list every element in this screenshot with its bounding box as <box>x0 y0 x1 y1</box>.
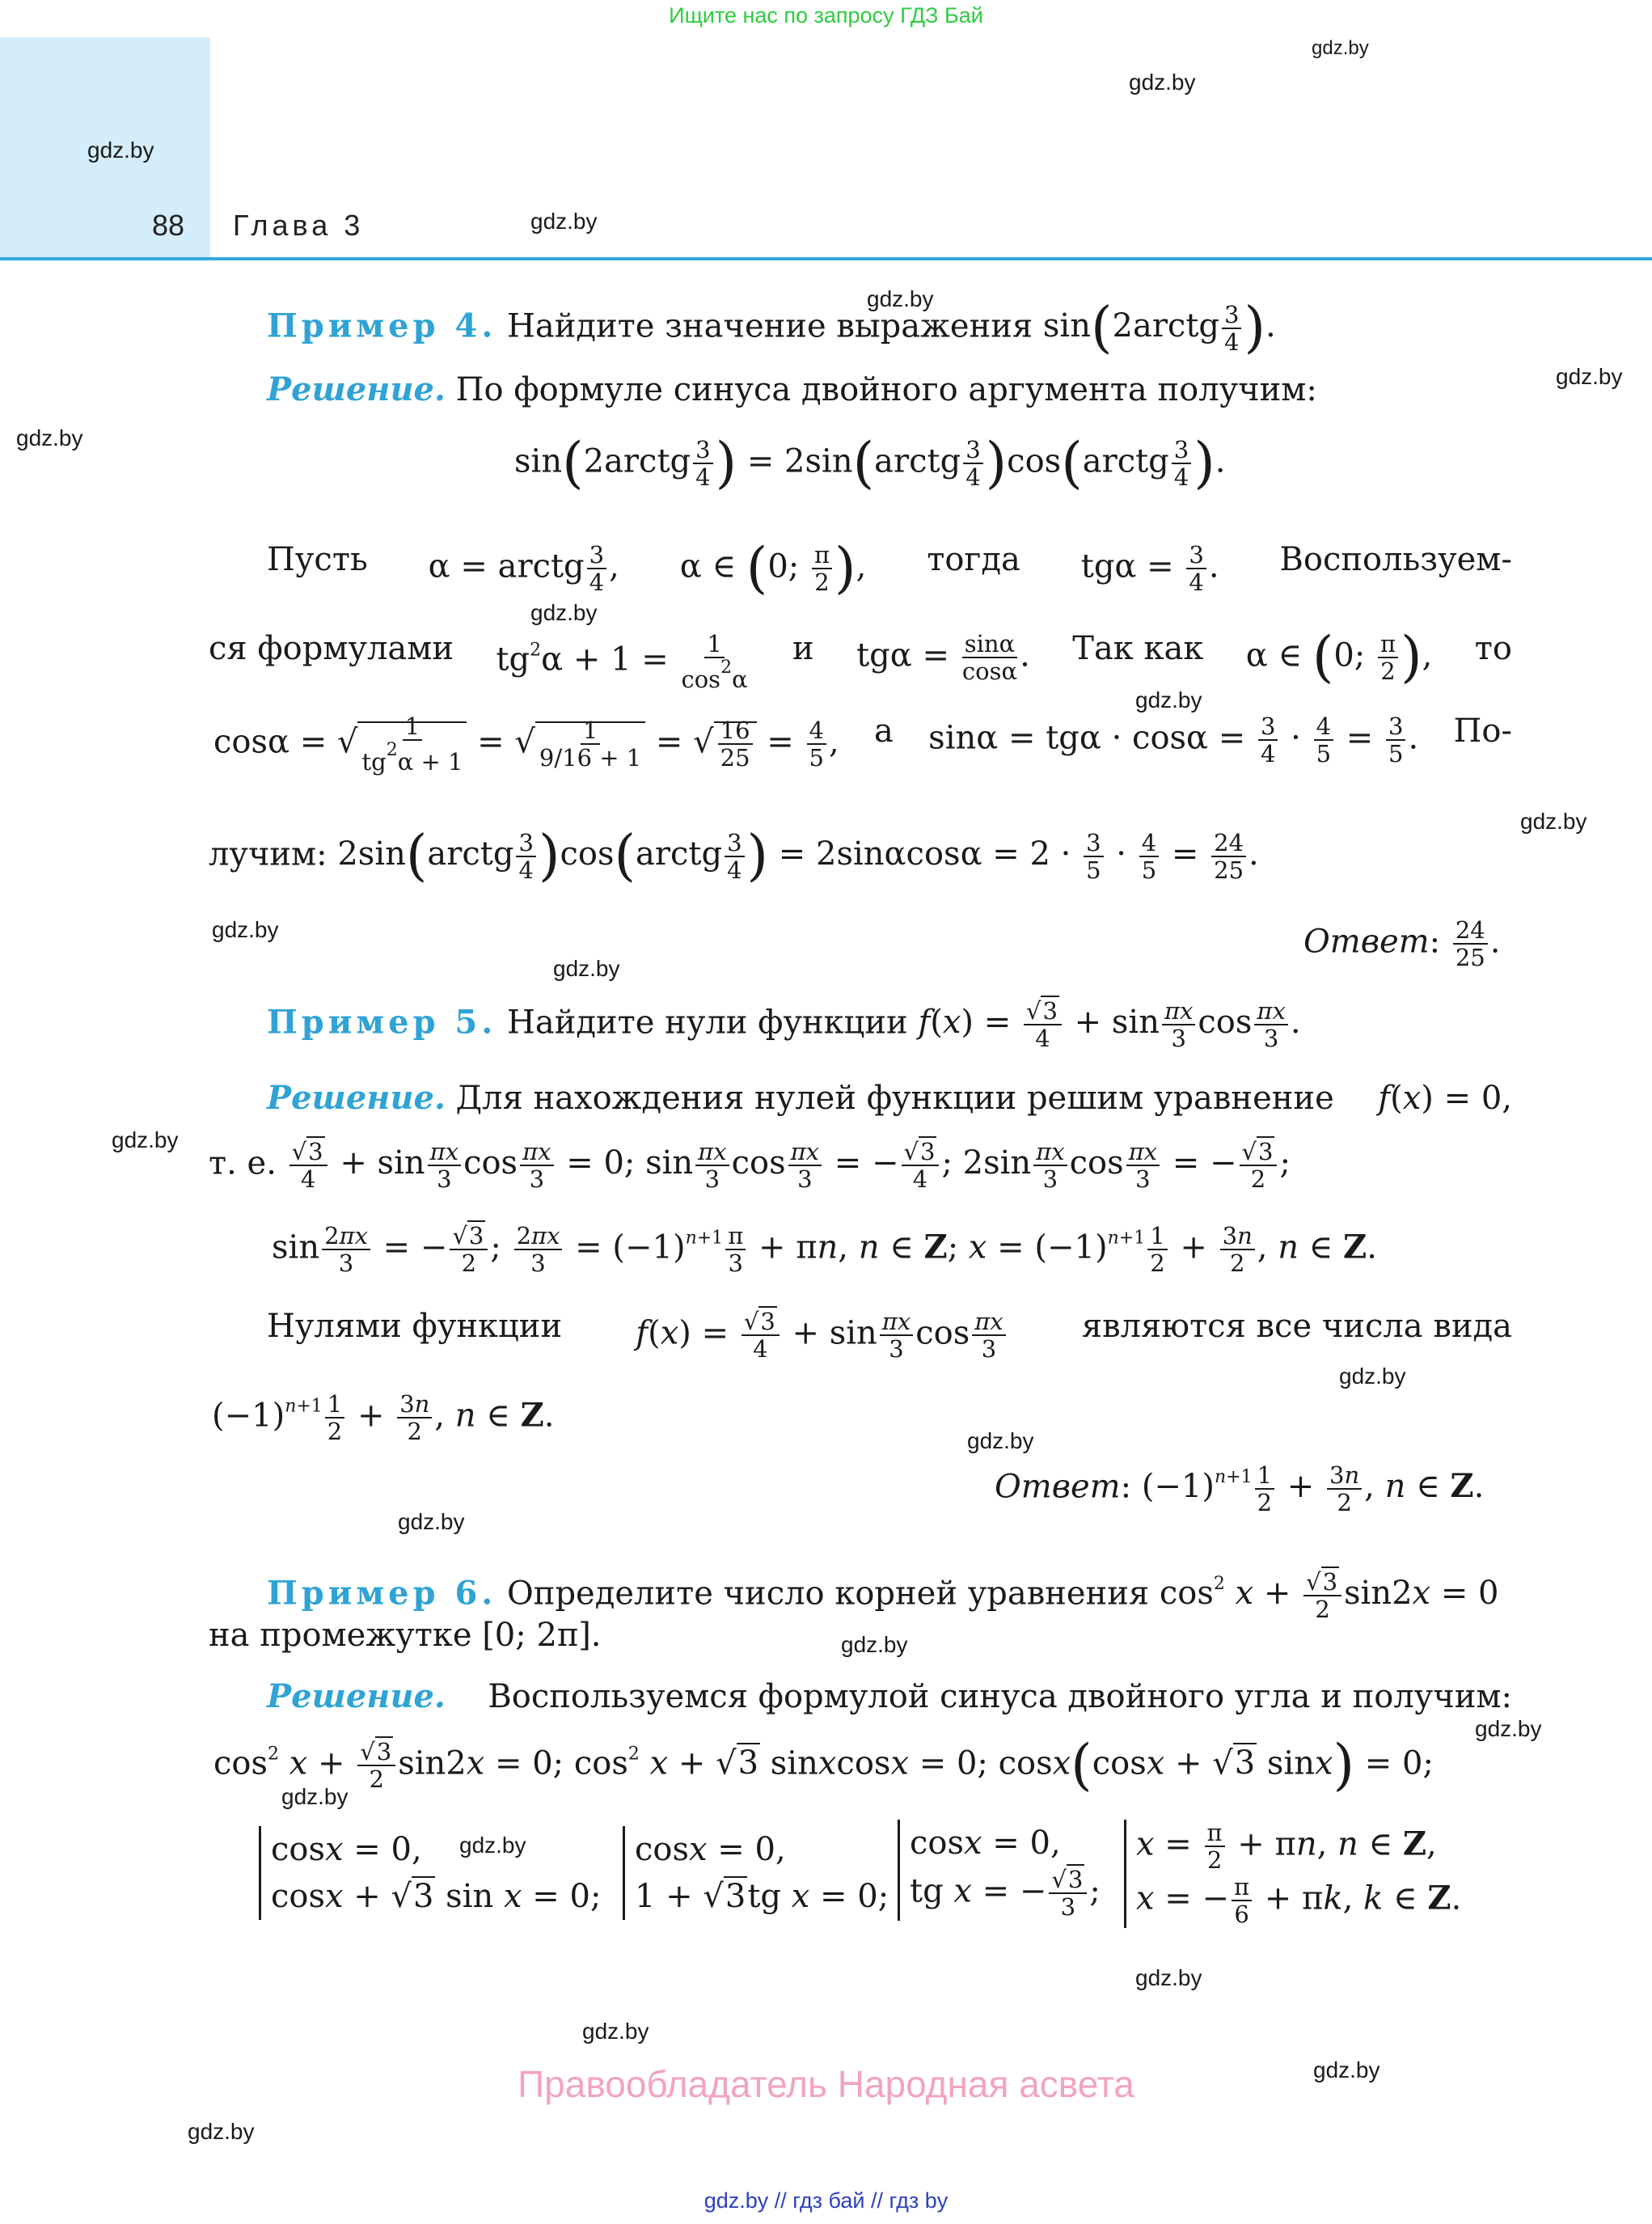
example6-heading: Пример 6. <box>267 1574 497 1613</box>
formula: tgα = $\frac{\sin\alpha}{\cos\alpha}$ . <box>856 630 1030 686</box>
watermark: gdz.by <box>1313 2057 1380 2082</box>
formula: f(x) = $\frac{√3}{4}$ + sin $\frac{\pi x}{3}$ cos $\frac{\pi x}{3}$ . <box>918 997 1301 1053</box>
watermark: gdz.by <box>281 1784 349 1809</box>
since-text: Так как <box>1072 630 1204 667</box>
watermark: gdz.by <box>1129 70 1196 95</box>
formula: f(x) = 0, <box>1378 1080 1512 1117</box>
formula: cosx = 0, 1 + √3tg x = 0; <box>623 1826 889 1920</box>
watermark: gdz.by <box>553 956 620 981</box>
example5-heading: Пример 5. <box>267 1003 497 1042</box>
te-text: т. е. <box>209 1144 277 1182</box>
answer-numerator: 24 <box>1453 917 1488 945</box>
formula: α ∈ (0; $\frac{\pi}{2}$ ), <box>679 536 867 601</box>
are-all-text: являются все числа вида <box>1081 1308 1512 1345</box>
text-line <box>267 536 1512 601</box>
example4-heading: Пример 4. <box>267 307 497 345</box>
then-text: тогда <box>927 541 1020 578</box>
luchim-text: лучим: <box>209 835 327 873</box>
formula: cosα = √ $\frac{1}{tg^2\alpha + 1}$ = √ $\frac{1}{9/16 + 1}$ = √ $\frac{16}{25}$ = $\frac{4}{5}$ , <box>213 712 839 776</box>
formula: $(-1)^{n+1}$ $\frac{1}{2}$ + $\frac{3n}{2}$ , n ∈ Z. <box>212 1390 555 1446</box>
text-line <box>267 1080 1512 1116</box>
formula: $(-1)^{n+1}$ $\frac{1}{2}$ + $\frac{3n}{2}$ , n ∈ Z. <box>1141 1461 1485 1517</box>
watermark: gdz.by <box>582 2019 649 2044</box>
text-line <box>209 1139 1291 1193</box>
text-line <box>267 1309 1512 1363</box>
formula: sin(2arctg $\frac{3}{4}$ ) = 2sin(arctg $\frac{3}{4}$ )cos(arctg $\frac{3}{4}$ ). <box>514 431 1226 496</box>
watermark: gdz.by <box>188 2119 255 2144</box>
text-line <box>209 824 1259 889</box>
formula: f(x) = $\frac{√3}{4}$ + sin $\frac{\pi x}{3}$ cos $\frac{\pi x}{3}$ <box>636 1309 1008 1363</box>
answer-denominator: 25 <box>1455 944 1485 972</box>
example6-task: Определите число корней уравнения <box>506 1575 1150 1613</box>
use-text: Воспользуем- <box>1279 541 1512 578</box>
formula: sin(2arctg $\frac{3}{4}$ ). <box>1042 296 1276 361</box>
formula: $\cos^2 x$ + $\frac{√3}{2}$ sin2x = 0 <box>1159 1568 1499 1624</box>
watermark: gdz.by <box>1475 1716 1542 1741</box>
watermark: gdz.by <box>87 137 154 163</box>
solution-label: Решение. <box>267 370 446 408</box>
solution-label: Решение. <box>267 1079 446 1117</box>
let-text: Пусть <box>267 541 368 578</box>
watermark: gdz.by <box>841 1632 908 1657</box>
watermark: gdz.by <box>1339 1364 1406 1389</box>
formula: sinα = tgα · cosα = $\frac{3}{4}$ · $\frac{4}{5}$ = $\frac{3}{5}$ . <box>928 712 1419 768</box>
formulas-text: ся формулами <box>209 630 454 667</box>
page-number: 88 <box>152 209 185 242</box>
example4-answer: Ответ: $\frac{24}{25}$ . <box>1303 916 1501 972</box>
formula: α = arctg $\frac{3}{4}$ , <box>428 541 619 597</box>
watermark: gdz.by <box>112 1127 179 1152</box>
watermark: gdz.by <box>1520 809 1587 834</box>
po-text: По- <box>1453 712 1512 750</box>
text-line <box>213 713 1512 776</box>
example6-heading-line <box>267 1569 1499 1623</box>
and-text: и <box>792 630 814 667</box>
watermark: gdz.by <box>16 425 83 450</box>
a-text: а <box>874 712 894 750</box>
to-text: то <box>1474 630 1512 667</box>
watermark: gdz.by <box>459 1833 526 1858</box>
solution-label: Решение. <box>267 1677 446 1715</box>
example5-task: Найдите нули функции <box>506 1004 908 1042</box>
watermark: gdz.by <box>530 600 598 625</box>
watermark: gdz.by <box>530 209 598 234</box>
example5-answer: Ответ: $(-1)^{n+1}$ $\frac{1}{2}$ + $\frac{3n}{2}$ , n ∈ Z. <box>995 1461 1485 1517</box>
zeros-text: Нулями функции <box>267 1308 563 1345</box>
watermark: gdz.by <box>967 1428 1034 1453</box>
example5-heading-line <box>267 998 1301 1052</box>
formula: 2sin(arctg $\frac{3}{4}$ )cos(arctg $\frac{3}{4}$ ) = 2sinαcosα = 2 · $\frac{3}{5}$ · $\frac{4}{5}$ = $\frac{24}{25}$ . <box>337 824 1259 889</box>
chapter-title: Глава 3 <box>233 209 365 242</box>
watermark: gdz.by <box>1135 1965 1202 1990</box>
system-block <box>1124 1820 1461 1928</box>
formula: cosx = 0, tg x = − $\frac{√3}{3}$ ; <box>898 1820 1101 1921</box>
formula: $\frac{√3}{4}$ + sin $\frac{\pi x}{3}$ cos $\frac{\pi x}{3}$ = 0; sin $\frac{\pi x}{3}$ cos $\frac{\pi x}{3}$ = − $\frac{√3}{4}$ ; 2sin $\frac{\pi x}{3}$ cos $\frac{\pi x}{3}$ = − $\frac{√3}{2}$ ; <box>287 1144 1291 1182</box>
text-line <box>209 625 1512 694</box>
formula: α ∈ (0; $\frac{\pi}{2}$ ), <box>1245 625 1433 690</box>
system-block <box>623 1826 889 1920</box>
watermark: gdz.by <box>1312 37 1369 59</box>
watermark: gdz.by <box>212 917 279 942</box>
formula: x = $\frac{\pi}{2}$ + πn, n ∈ Z, x = − $\frac{\pi}{6}$ + πk, k ∈ Z. <box>1124 1820 1461 1928</box>
example4-task: Найдите значение выражения <box>506 307 1033 345</box>
solution-intro: По формуле синуса двойного аргумента получим: <box>455 371 1317 408</box>
watermark: gdz.by <box>1135 687 1202 712</box>
answer-label: Ответ <box>1303 923 1430 961</box>
footer-links[interactable]: gdz.by // гдз бай // гдз by <box>703 2188 949 2213</box>
formula: tgα = $\frac{3}{4}$ . <box>1080 541 1219 597</box>
solution-intro: Воспользуемся формулой синуса двойного угла и получим: <box>488 1678 1512 1715</box>
formula: cosx = 0, cosx + √3 sin x = 0; <box>259 1826 601 1920</box>
system-block <box>898 1820 1101 1921</box>
watermark: gdz.by <box>1556 364 1623 389</box>
top-banner: Ищите нас по запросу ГДЗ Бай <box>669 3 983 27</box>
watermark: gdz.by <box>398 1509 465 1534</box>
interval-text: на промежутке [0; 2π]. <box>209 1617 602 1654</box>
formula: sin $\frac{2\pi x}{3}$ = − $\frac{√3}{2}$ ; $\frac{2\pi x}{3}$ = $(-1)^{n+1}$ $\frac{\pi}{3}$ + πn, n ∈ Z; $x = (-1)^{n+1}$ $\frac{1}{2}$ + $\frac{3n}{2}$ , n ∈ Z. <box>272 1222 1377 1278</box>
example4-solution-line <box>267 372 1317 408</box>
system-block <box>259 1826 601 1920</box>
solution-intro: Для нахождения нулей функции решим уравнение <box>455 1080 1334 1117</box>
formula: $tg^2\alpha + 1$ = $\frac{1}{\cos^2\alpha}$ <box>496 630 748 694</box>
watermark: gdz.by <box>867 286 934 311</box>
rightsholder-text: Правообладатель Народная асвета <box>518 2063 1134 2105</box>
answer-label: Ответ <box>995 1468 1121 1506</box>
formula: $\cos^2 x$ + $\frac{√3}{2}$ sin2x = 0; $\cos^2 x + √3$ sinxcosx = 0; cosx(cosx + √3 sinx) = 0; <box>213 1733 1434 1798</box>
header-rule <box>0 257 1652 260</box>
text-line <box>267 1679 1512 1715</box>
